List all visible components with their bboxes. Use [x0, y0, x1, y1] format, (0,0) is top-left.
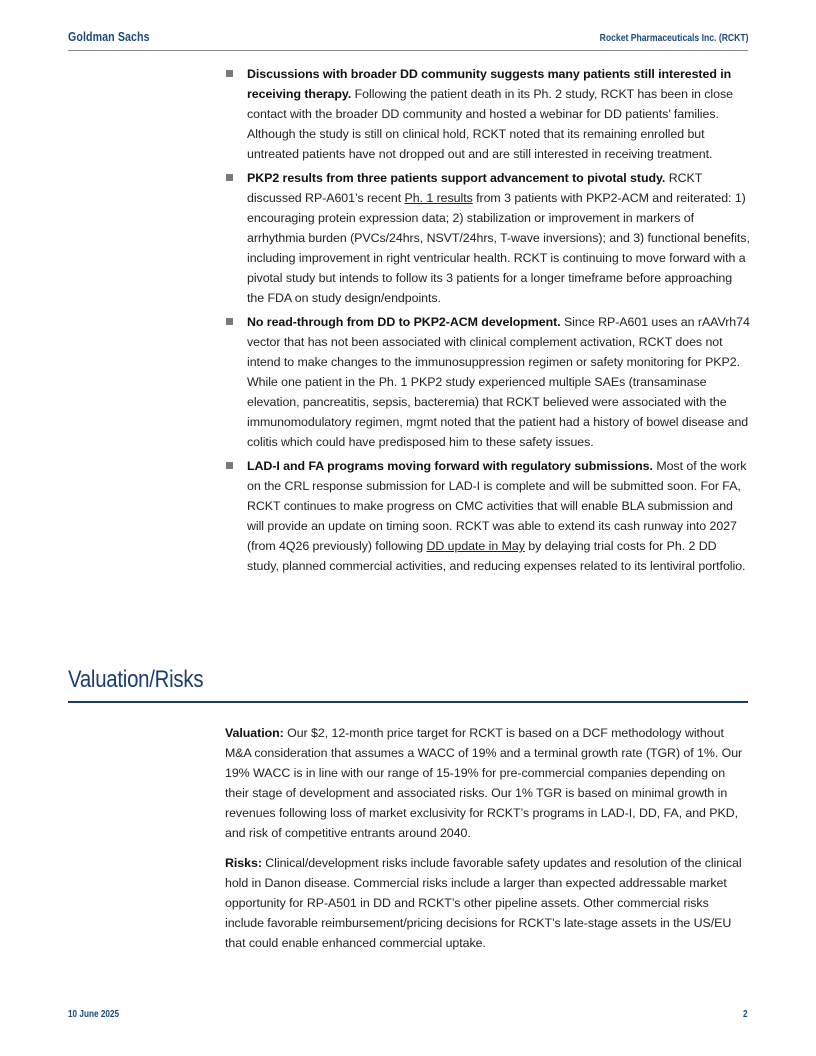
- page-number: 2: [743, 1009, 748, 1020]
- bullet-heading: PKP2 results from three patients support advancement to pivotal study.: [247, 171, 666, 185]
- square-bullet-icon: [226, 462, 233, 469]
- footer-date: 10 June 2025: [68, 1009, 120, 1020]
- section-heading: Valuation/Risks: [68, 666, 204, 693]
- square-bullet-icon: [226, 70, 233, 77]
- bullet-heading: LAD-I and FA programs moving forward with regulatory submissions.: [247, 459, 653, 473]
- risks-label: Risks:: [225, 856, 262, 870]
- brand-name: Goldman Sachs: [68, 29, 150, 44]
- bullet-body: Most of the work on the CRL response submission for LAD-I is complete and will be submitted soon. For FA, RCKT continues to make progress on CMC activities that will enable BLA submission and will provide an update on timing soon. RCKT was able to extend its cash runway into 2027 (from 4Q26 previously) following: [247, 459, 747, 553]
- ph1-results-link[interactable]: Ph. 1 results: [404, 191, 473, 205]
- list-item: [226, 456, 750, 576]
- bullet-body: Following the patient death in its Ph. 2 study, RCKT has been in close contact with the broader DD community and hosted a webinar for DD patients’ families. Although the study is still on clinical hold, RCKT noted that its remaining enrolled but untreated patients have not dropped out and are still interested in receiving treatment.: [247, 87, 733, 161]
- dd-update-link[interactable]: DD update in May: [426, 539, 525, 553]
- valuation-text: Our $2, 12-month price target for RCKT is based on a DCF methodology without M&A consideration that assumes a WACC of 19% and a terminal growth rate (TGR) of 1%. Our 19% WACC is in line with our range of 15-19% for pre-commercial companies depending on their stage of development and associated risks. Our 1% TGR is based on minimal growth in revenues following loss of market exclusivity for RCKT’s programs in LAD-I, DD, FA, and PKD, and risk of competitive entrants around 2040.: [225, 726, 743, 840]
- list-item: [226, 64, 750, 164]
- bullet-body-continued: from 3 patients with PKP2-ACM and reiterated: 1) encouraging protein expression data; 2) stabilization or improvement in markers of arrhythmia burden (PVCs/24hrs, NSVT/24hrs, T-wave inversions); and 3) functional benefits, including improvement in right ventricular health. RCKT is continuing to move forward with a pivotal study but intends to follow its 3 patients for a longer timeframe before approaching the FDA on study design/endpoints.: [247, 191, 750, 305]
- section-divider: [68, 701, 748, 703]
- key-points-list: [226, 64, 750, 580]
- risks-text: Clinical/development risks include favorable safety updates and resolution of the clinical hold in Danon disease. Commercial risks include a larger than expected addressable market opportunity for RP-A501 in DD and RCKT’s other pipeline assets. Other commercial risks include favorable reimbursement/pricing decisions for RCKT’s late-stage assets in the US/EU that could enable enhanced commercial uptake.: [225, 856, 742, 950]
- valuation-paragraph: [225, 723, 750, 843]
- square-bullet-icon: [226, 318, 233, 325]
- bullet-body: Since RP-A601 uses an rAAVrh74 vector that has not been associated with clinical complement activation, RCKT does not intend to make changes to the immunosuppression regimen or safety monitoring for PKP2. While one patient in the Ph. 1 PKP2 study experienced multiple SAEs (transaminase elevation, pancreatitis, sepsis, bacteremia) that RCKT believed were associated with the immunomodulatory regimen, mgmt noted that the patient had a history of bowel disease and colitis which could have predisposed him to these safety issues.: [247, 315, 750, 449]
- list-item: [226, 168, 750, 308]
- report-company-title: Rocket Pharmaceuticals Inc. (RCKT): [599, 32, 748, 44]
- list-item: [226, 312, 750, 452]
- valuation-label: Valuation:: [225, 726, 284, 740]
- risks-paragraph: [225, 853, 750, 953]
- bullet-heading: Discussions with broader DD community suggests many patients still interested in receiving therapy.: [247, 67, 732, 101]
- bullet-body: RCKT discussed RP-A601’s recent: [247, 171, 703, 205]
- bullet-body-continued: by delaying trial costs for Ph. 2 DD study, planned commercial activities, and reducing expenses related to its lentiviral portfolio.: [247, 539, 746, 573]
- bullet-heading: No read-through from DD to PKP2-ACM development.: [247, 315, 561, 329]
- header-divider: [68, 50, 748, 51]
- square-bullet-icon: [226, 174, 233, 181]
